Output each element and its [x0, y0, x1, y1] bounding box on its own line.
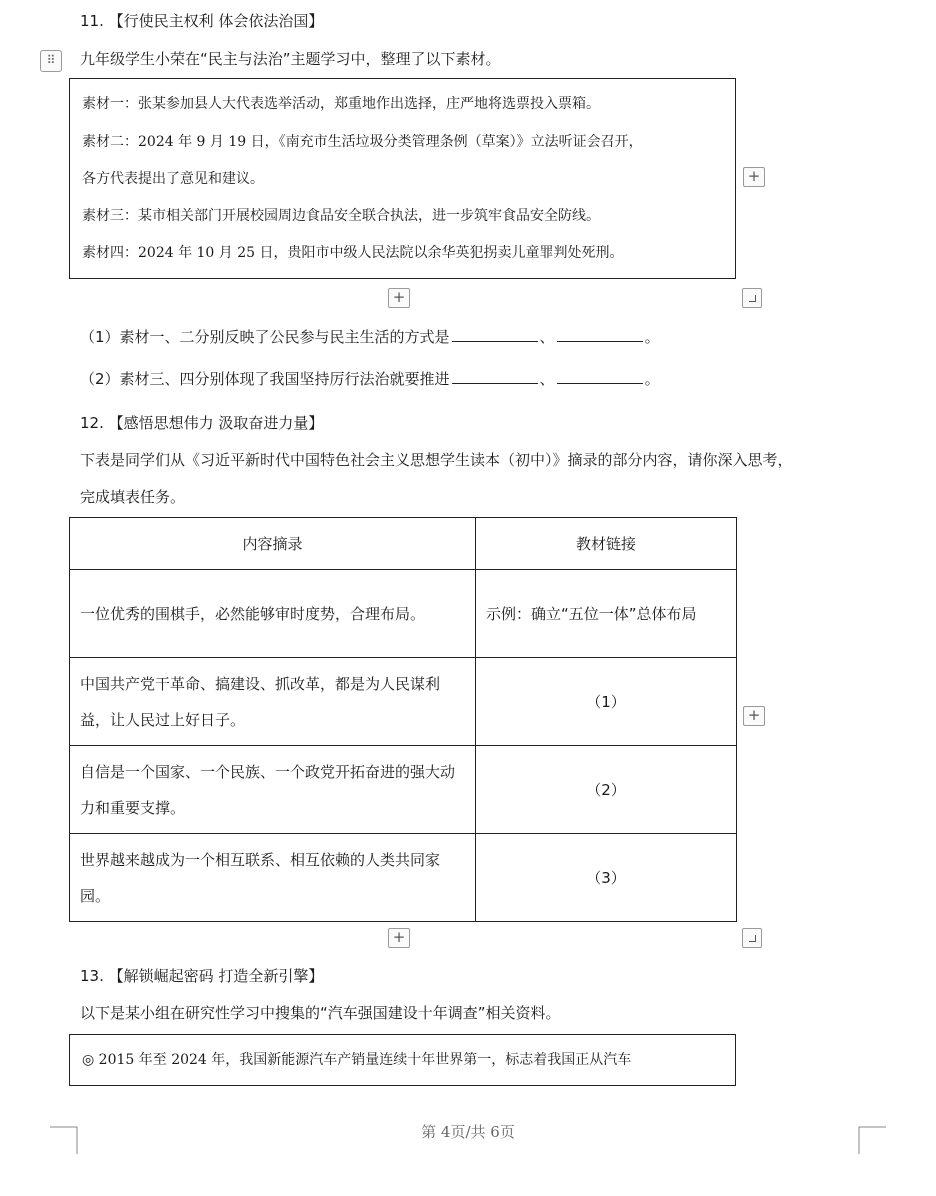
table-cell: 示例：确立“五位一体”总体布局 [476, 570, 737, 658]
add-column-button[interactable]: + [743, 706, 765, 726]
q13-material: ◎ 2015 年至 2024 年，我国新能源汽车产销量连续十年世界第一，标志着我国正从汽车 [82, 1052, 632, 1068]
resize-handle-icon[interactable] [742, 288, 762, 308]
q11-material-2: 素材二：2024 年 9 月 19 日，《南充市生活垃圾分类管理条例（草案）》立法听证会召开， [82, 134, 643, 150]
q12-intro-line2: 完成填表任务。 [80, 488, 186, 506]
answer-blank[interactable] [557, 368, 643, 384]
q11-material-2-cont: 各方代表提出了意见和建议。 [82, 171, 264, 187]
answer-cell[interactable]: （3） [476, 834, 737, 922]
q13-title: 13. 【解锁崛起密码 打造全新引擎】 [80, 967, 324, 985]
q11-sub1 [80, 326, 660, 347]
q11-material-3: 素材三：某市相关部门开展校园周边食品安全联合执法，进一步筑牢食品安全防线。 [82, 208, 600, 224]
q11-title: 11. 【行使民主权利 体会依法治国】 [80, 12, 324, 30]
q11-intro: 九年级学生小荣在“民主与法治”主题学习中，整理了以下素材。 [80, 50, 501, 68]
table-row [70, 746, 737, 834]
q11-material-1: 素材一：张某参加县人大代表选举活动，郑重地作出选择，庄严地将选票投入票箱。 [82, 96, 600, 112]
q12-intro-line1: 下表是同学们从《习近平新时代中国特色社会主义思想学生读本（初中）》摘录的部分内容，请你深入思考， [80, 451, 793, 469]
page-footer: 第 4页/共 6页 [421, 1123, 515, 1141]
drag-handle-icon[interactable]: ⠿ [40, 50, 62, 72]
table-row [70, 834, 737, 922]
table-header: 内容摘录 [70, 518, 476, 570]
q13-intro: 以下是某小组在研究性学习中搜集的“汽车强国建设十年调查”相关资料。 [80, 1004, 561, 1022]
q11-sub2-text: （2）素材三、四分别体现了我国坚持厉行法治就要推进 [80, 370, 450, 388]
period: 。 [644, 328, 660, 346]
add-row-button[interactable]: + [388, 928, 410, 948]
answer-cell[interactable]: （1） [476, 658, 737, 746]
table-cell: 世界越来越成为一个相互联系、相互依赖的人类共同家园。 [70, 834, 476, 922]
q11-material-4: 素材四：2024 年 10 月 25 日，贵阳市中级人民法院以余华英犯拐卖儿童罪判处死刑。 [82, 245, 624, 261]
answer-blank[interactable] [557, 326, 643, 342]
table-header-row [70, 518, 737, 570]
answer-blank[interactable] [452, 326, 538, 342]
table-header: 教材链接 [476, 518, 737, 570]
resize-handle-icon[interactable] [742, 928, 762, 948]
q11-sub2 [80, 368, 660, 389]
separator: 、 [539, 370, 555, 388]
separator: 、 [539, 328, 555, 346]
add-row-button[interactable]: + [388, 288, 410, 308]
answer-cell[interactable]: （2） [476, 746, 737, 834]
table-row [70, 658, 737, 746]
q11-sub1-text: （1）素材一、二分别反映了公民参与民主生活的方式是 [80, 328, 450, 346]
q12-table [69, 517, 737, 922]
q12-title: 12. 【感悟思想伟力 汲取奋进力量】 [80, 414, 324, 432]
table-cell: 中国共产党干革命、搞建设、抓改革，都是为人民谋利益，让人民过上好日子。 [70, 658, 476, 746]
table-cell: 自信是一个国家、一个民族、一个政党开拓奋进的强大动力和重要支撑。 [70, 746, 476, 834]
table-row [70, 570, 737, 658]
q13-material-box [69, 1034, 736, 1086]
table-cell: 一位优秀的围棋手，必然能够审时度势，合理布局。 [70, 570, 476, 658]
answer-blank[interactable] [452, 368, 538, 384]
q11-material-box [69, 78, 736, 279]
add-column-button[interactable]: + [743, 167, 765, 187]
period: 。 [644, 370, 660, 388]
